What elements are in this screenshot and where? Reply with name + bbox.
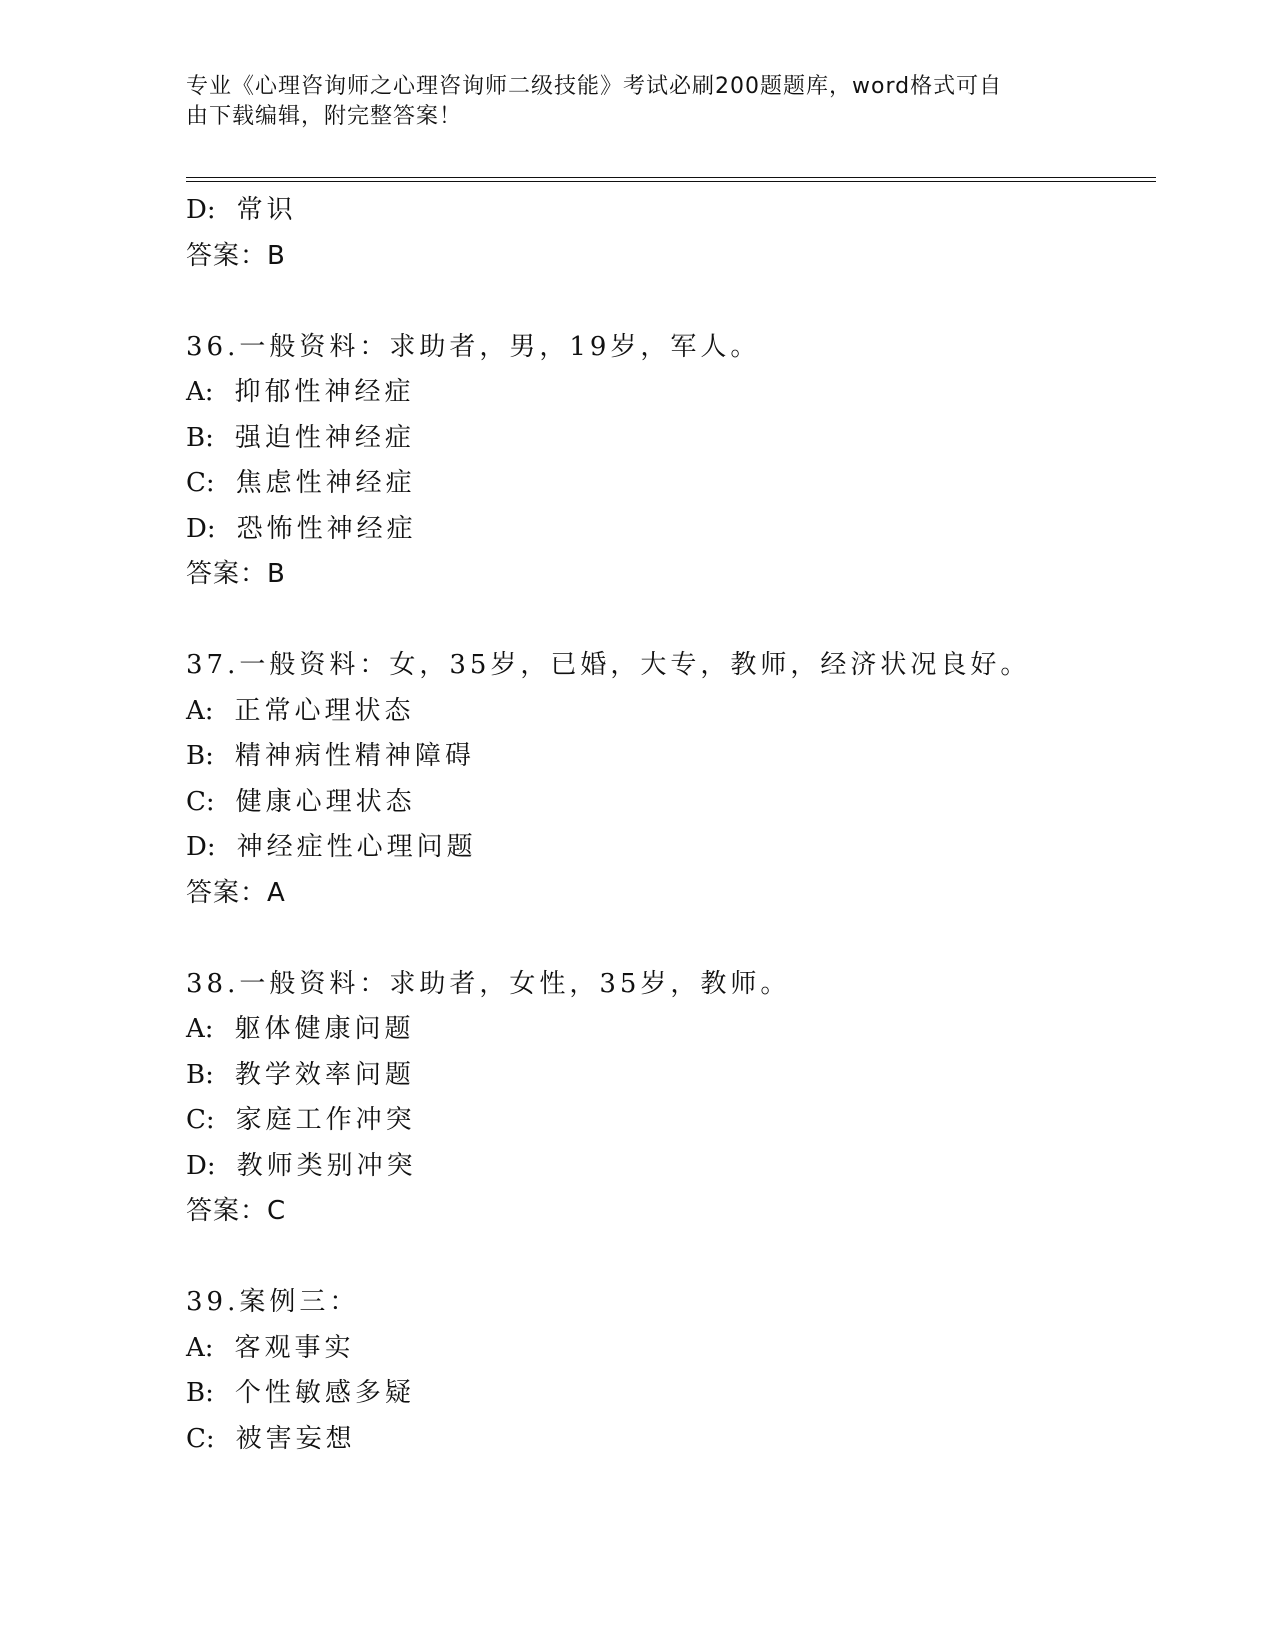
option-key: A:: [186, 1014, 214, 1044]
option-text: 客观事实: [234, 1332, 355, 1363]
option-a: [186, 689, 1146, 735]
option-text: 抑郁性神经症: [234, 377, 415, 407]
answer-line: 答案：B: [186, 240, 286, 271]
option-key: C:: [186, 1423, 215, 1454]
option-text: 焦虑性神经症: [235, 468, 416, 498]
option-text: 个性敏感多疑: [234, 1378, 415, 1408]
question-stem: 37.一般资料：女，35岁，已婚，大专，教师，经济状况良好。: [186, 650, 1031, 680]
option-key: D:: [186, 1150, 216, 1181]
option-key: B:: [186, 741, 214, 771]
option-text: 健康心理状态: [235, 786, 416, 817]
option-text: 正常心理状态: [234, 695, 415, 726]
option-b: [186, 1053, 1146, 1099]
option-text: 神经症性心理问题: [236, 832, 477, 862]
option-key: A:: [186, 377, 214, 407]
option-a: [186, 1007, 1146, 1053]
option-b: [186, 1371, 1146, 1417]
option-text: 教学效率问题: [234, 1059, 415, 1090]
option-d: [186, 188, 1146, 234]
question-stem: 36.一般资料：求助者，男，19岁，军人。: [186, 331, 761, 362]
option-d: [186, 825, 1146, 871]
option-a: [186, 370, 1146, 416]
document-body: [186, 188, 1146, 1462]
header-divider-top: [186, 177, 1156, 178]
option-key: C:: [186, 1105, 215, 1135]
option-key: D:: [186, 513, 216, 544]
question-stem: 39.案例三：: [186, 1287, 360, 1317]
option-c: [186, 1098, 1146, 1144]
question-block: [186, 325, 1146, 598]
answer-line: 答案：C: [186, 1196, 287, 1226]
option-text: 被害妄想: [235, 1423, 356, 1454]
option-text: 恐怖性神经症: [236, 513, 417, 544]
option-c: [186, 461, 1146, 507]
option-key: C:: [186, 786, 215, 817]
option-d: [186, 507, 1146, 553]
option-text: 常识: [236, 195, 297, 225]
option-key: A:: [186, 695, 214, 726]
option-text: 躯体健康问题: [234, 1014, 415, 1044]
document-header: [186, 72, 1066, 132]
question-block: [186, 643, 1146, 916]
option-a: [186, 1326, 1146, 1372]
option-c: [186, 1417, 1146, 1463]
option-key: B:: [186, 1059, 214, 1090]
option-key: A:: [186, 1332, 214, 1363]
option-key: B:: [186, 422, 214, 453]
option-c: [186, 780, 1146, 826]
header-divider-bottom: [186, 181, 1156, 182]
option-text: 家庭工作冲突: [235, 1105, 416, 1135]
question-stem: 38.一般资料：求助者，女性，35岁，教师。: [186, 968, 791, 999]
option-key: B:: [186, 1378, 214, 1408]
header-line-1: 专业《心理咨询师之心理咨询师二级技能》考试必刷200题题库，word格式可自: [186, 74, 1003, 99]
option-text: 精神病性精神障碍: [234, 741, 475, 771]
question-block: [186, 1280, 1146, 1462]
option-d: [186, 1144, 1146, 1190]
option-b: [186, 734, 1146, 780]
option-b: [186, 416, 1146, 462]
option-text: 强迫性神经症: [234, 422, 415, 453]
header-line-2: 由下载编辑，附完整答案！: [186, 104, 463, 129]
option-key: C:: [186, 468, 215, 498]
option-key: D:: [186, 832, 216, 862]
option-key: D:: [186, 195, 216, 225]
question-block: [186, 962, 1146, 1235]
answer-line: 答案：B: [186, 559, 286, 589]
option-text: 教师类别冲突: [236, 1150, 417, 1181]
answer-line: 答案：A: [186, 877, 286, 908]
